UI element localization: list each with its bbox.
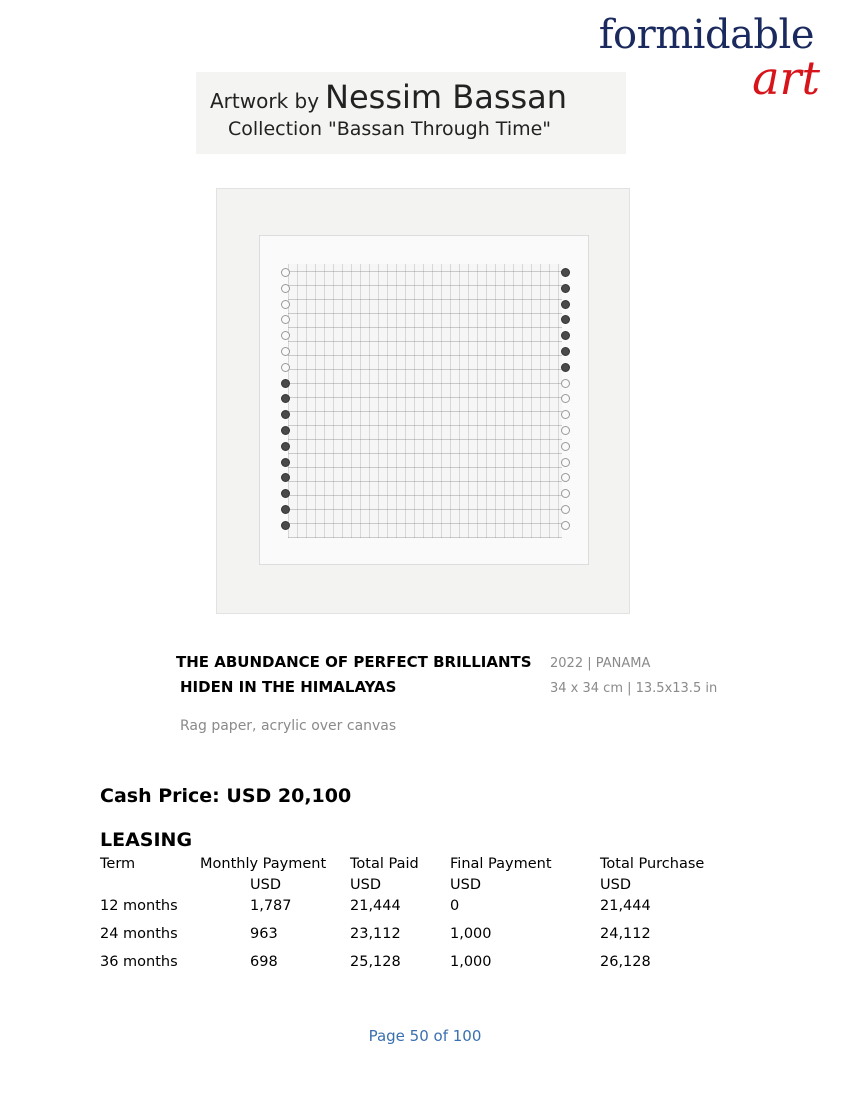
brand-logo-line1: formidable: [598, 12, 814, 58]
artwork-bead: [561, 410, 570, 419]
header-final-payment: Final Payment: [450, 856, 552, 872]
cell-monthly: 698: [250, 954, 278, 970]
artwork-bead: [561, 442, 570, 451]
artwork-bead: [561, 394, 570, 403]
artwork-bead: [561, 521, 570, 530]
cell-term: 36 months: [100, 954, 178, 970]
artwork-bead: [281, 410, 290, 419]
artwork-bead: [561, 426, 570, 435]
cell-total-paid: 21,444: [350, 898, 401, 914]
unit-total-paid: USD: [350, 877, 381, 893]
artwork-image: [216, 188, 630, 614]
artwork-bead: [561, 505, 570, 514]
artwork-bead: [281, 268, 290, 277]
artwork-bead: [281, 458, 290, 467]
artwork-header-banner: [196, 72, 626, 154]
cell-purchase: 24,112: [600, 926, 651, 942]
artwork-title-line2: HIDEN IN THE HIMALAYAS: [180, 678, 397, 696]
unit-monthly: USD: [250, 877, 281, 893]
artwork-bead: [281, 331, 290, 340]
artwork-bead: [561, 331, 570, 340]
artwork-bead: [281, 300, 290, 309]
artwork-bead: [561, 363, 570, 372]
artwork-title-line1: THE ABUNDANCE OF PERFECT BRILLIANTS: [176, 653, 532, 671]
artwork-dimensions: 34 x 34 cm | 13.5x13.5 in: [550, 681, 718, 696]
artwork-bead: [561, 489, 570, 498]
artwork-bead: [561, 347, 570, 356]
artwork-bead: [281, 442, 290, 451]
artwork-bead: [561, 284, 570, 293]
cell-purchase: 26,128: [600, 954, 651, 970]
artwork-bead: [561, 315, 570, 324]
artwork-year-place: 2022 | PANAMA: [550, 656, 651, 671]
cell-term: 24 months: [100, 926, 178, 942]
brand-logo-line2: art: [752, 51, 820, 105]
header-total-paid: Total Paid: [350, 856, 419, 872]
artwork-bead: [281, 521, 290, 530]
cell-final: 1,000: [450, 954, 492, 970]
unit-purchase: USD: [600, 877, 631, 893]
artwork-bead: [281, 315, 290, 324]
cell-purchase: 21,444: [600, 898, 651, 914]
artist-name: Nessim Bassan: [325, 78, 568, 116]
artwork-left-bead-column: [280, 264, 290, 538]
page-number: Page 50 of 100: [368, 1027, 482, 1045]
artwork-bead: [281, 284, 290, 293]
artwork-bead: [561, 268, 570, 277]
artwork-bead: [561, 300, 570, 309]
artwork-bead: [281, 473, 290, 482]
artwork-bead: [281, 505, 290, 514]
unit-final: USD: [450, 877, 481, 893]
cell-term: 12 months: [100, 898, 178, 914]
artwork-bead: [281, 379, 290, 388]
collection-name: Collection "Bassan Through Time": [228, 118, 552, 140]
artist-line: [210, 78, 567, 116]
artwork-bead: [281, 489, 290, 498]
artwork-bead: [561, 379, 570, 388]
leasing-title: LEASING: [100, 829, 193, 851]
header-term: Term: [100, 856, 136, 872]
artwork-inner-panel: [259, 235, 589, 565]
cell-final: 1,000: [450, 926, 492, 942]
cell-total-paid: 25,128: [350, 954, 401, 970]
cell-total-paid: 23,112: [350, 926, 401, 942]
cell-monthly: 1,787: [250, 898, 292, 914]
artwork-bead: [561, 458, 570, 467]
cell-monthly: 963: [250, 926, 278, 942]
artwork-by-label: Artwork by: [210, 89, 320, 113]
artwork-woven-grid: [288, 264, 562, 538]
artwork-right-bead-column: [560, 264, 570, 538]
header-monthly-payment: Monthly Payment: [200, 856, 327, 872]
artwork-bead: [281, 363, 290, 372]
artwork-bead: [281, 347, 290, 356]
header-total-purchase: Total Purchase: [600, 856, 705, 872]
cell-final: 0: [450, 898, 460, 914]
brand-logo: [594, 12, 820, 105]
artwork-medium: Rag paper, acrylic over canvas: [180, 718, 397, 734]
artwork-meta: [550, 651, 717, 701]
artwork-bead: [281, 394, 290, 403]
artwork-bead: [561, 473, 570, 482]
cash-price: Cash Price: USD 20,100: [100, 785, 352, 807]
artwork-bead: [281, 426, 290, 435]
artwork-title: [176, 650, 532, 700]
